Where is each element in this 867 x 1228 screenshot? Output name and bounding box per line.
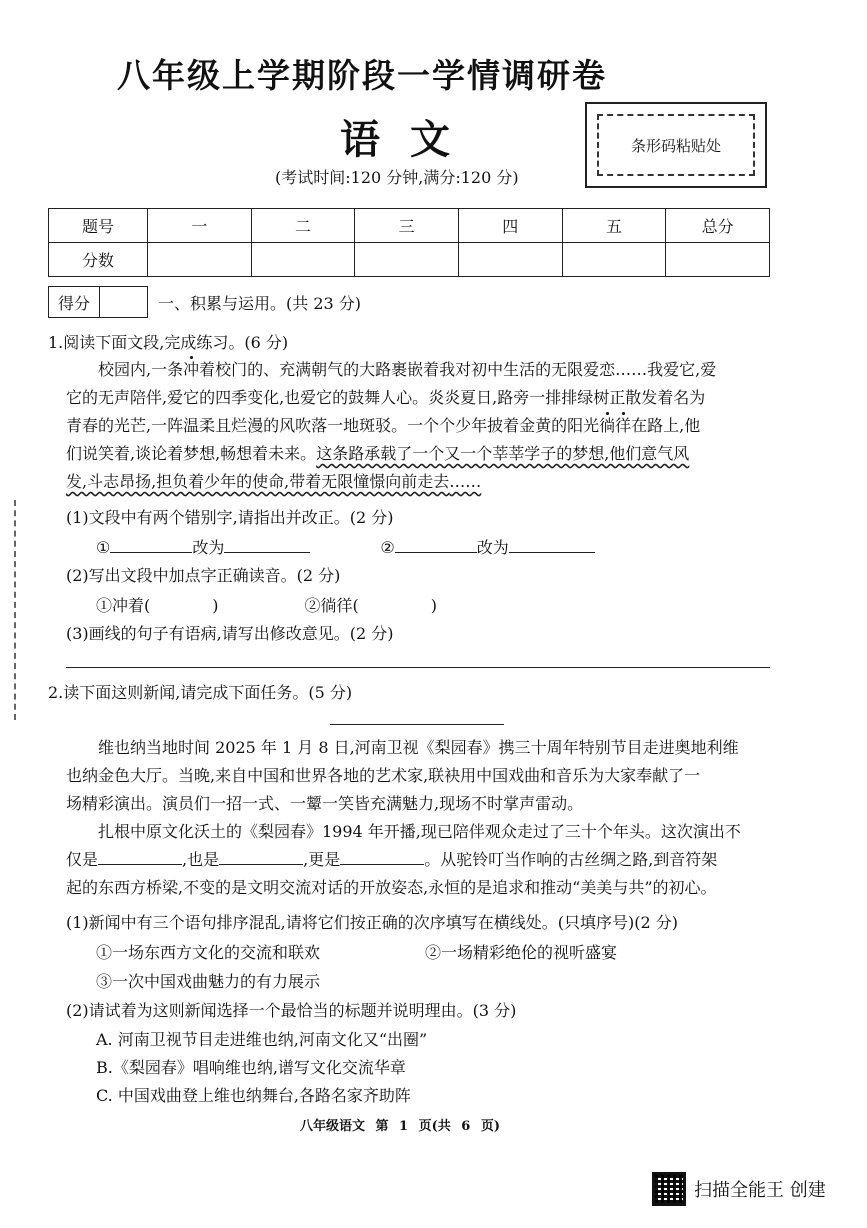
passage-text: 着校门的、充满朝气的大路裹嵌着我对初中生活的无限爱恋……我爱它,爱 bbox=[199, 360, 717, 379]
answer-blank[interactable] bbox=[395, 536, 477, 553]
circle-number: ② bbox=[380, 538, 395, 557]
score-entry-cell[interactable] bbox=[251, 243, 355, 277]
passage-line bbox=[66, 440, 772, 468]
q2-option-2: ②一场精彩绝伦的视听盛宴 bbox=[425, 943, 618, 962]
barcode-label: 条形码粘贴处 bbox=[597, 114, 755, 176]
q2-choice-c: C. 中国戏曲登上维也纳舞台,各路名家齐助阵 bbox=[96, 1086, 411, 1105]
underlined-sentence: …… bbox=[449, 472, 482, 491]
answer-blank[interactable] bbox=[219, 848, 303, 865]
pinyin-prompt: ②徜徉( bbox=[304, 596, 359, 615]
score-entry-cell[interactable] bbox=[148, 243, 252, 277]
binding-line bbox=[14, 500, 26, 720]
scanner-watermark bbox=[652, 1172, 826, 1206]
answer-line[interactable] bbox=[66, 667, 770, 668]
exam-title: 八年级上学期阶段一学情调研卷 bbox=[117, 56, 607, 95]
score-table-cell: 题号 bbox=[49, 209, 148, 243]
subject-title: 语文 bbox=[340, 116, 480, 163]
passage-line bbox=[66, 468, 772, 496]
dotted-char: 徉 bbox=[615, 416, 632, 435]
q2-sub1: (1)新闻中有三个语句排序混乱,请将它们按正确的次序填写在横线处。(只填序号)(2 分) bbox=[66, 913, 678, 932]
dotted-char: 徜 bbox=[599, 416, 616, 435]
change-label: 改为 bbox=[476, 538, 509, 557]
passage-line bbox=[66, 356, 772, 384]
barcode-area bbox=[585, 102, 767, 188]
score-table-cell: 分数 bbox=[49, 243, 148, 277]
q2-choice-b: B.《梨园春》唱响维也纳,谱写文化交流华章 bbox=[96, 1058, 406, 1077]
score-table-cell: 三 bbox=[355, 209, 459, 243]
q1-sub2-answers bbox=[96, 593, 437, 616]
score-table-cell: 二 bbox=[251, 209, 355, 243]
news-line: 起的东西方桥梁,不变的是文明交流对话的开放姿态,永恒的是追求和推动“美美与共”的初心。 bbox=[66, 878, 717, 897]
paren: ) bbox=[212, 596, 219, 615]
answer-blank[interactable] bbox=[340, 848, 424, 865]
score-entry-cell[interactable] bbox=[562, 243, 666, 277]
passage-line bbox=[66, 412, 772, 440]
score-table-score-row bbox=[49, 243, 770, 277]
underlined-sentence: 这条路承载了一个又一个莘莘学子的梦想,他们意气风 bbox=[316, 444, 690, 463]
q1-prompt: 1.阅读下面文段,完成练习。(6 分) bbox=[48, 333, 289, 352]
score-table-cell: 五 bbox=[562, 209, 666, 243]
answer-blank[interactable] bbox=[224, 536, 310, 553]
news-line: 场精彩演出。演员们一招一式、一颦一笑皆充满魅力,现场不时掌声雷动。 bbox=[66, 794, 584, 813]
news-text: 。从驼铃叮当作响的古丝绸之路,到音符架 bbox=[424, 850, 718, 869]
q1-sub1: (1)文段中有两个错别字,请指出并改正。(2 分) bbox=[66, 508, 394, 527]
section-score-entry[interactable] bbox=[100, 287, 147, 317]
passage-text: 们说笑着,谈论着梦想,畅想着未来。 bbox=[66, 444, 317, 463]
q2-option-3: ③一次中国戏曲魅力的有力展示 bbox=[96, 972, 321, 991]
pinyin-prompt: ①冲着( bbox=[96, 596, 151, 615]
watermark-text: 扫描全能王 创建 bbox=[694, 1180, 826, 1201]
score-table-cell: 一 bbox=[148, 209, 252, 243]
section-score-box bbox=[48, 286, 148, 318]
score-entry-cell[interactable] bbox=[458, 243, 562, 277]
news-title-blank[interactable] bbox=[330, 724, 504, 725]
answer-blank[interactable] bbox=[509, 536, 595, 553]
q1-passage bbox=[66, 356, 772, 496]
underlined-sentence: 发,斗志昂扬,担负着少年的使命,带着无限憧憬向前走去 bbox=[66, 472, 450, 491]
paren: ) bbox=[430, 596, 437, 615]
exam-info: (考试时间:120 分钟,满分:120 分) bbox=[275, 168, 519, 187]
news-text: ,也是 bbox=[182, 850, 220, 869]
q2-sub2: (2)请试着为这则新闻选择一个最恰当的标题并说明理由。(3 分) bbox=[66, 1001, 517, 1020]
q1-sub1-answers bbox=[96, 535, 595, 558]
answer-blank[interactable] bbox=[98, 848, 182, 865]
page-footer: 八年级语文 第 1 页(共 6 页) bbox=[300, 1119, 501, 1134]
score-table-cell: 四 bbox=[458, 209, 562, 243]
answer-blank[interactable] bbox=[110, 536, 192, 553]
q1-sub3: (3)画线的句子有语病,请写出修改意见。(2 分) bbox=[66, 624, 394, 643]
news-line: 维也纳当地时间 2025 年 1 月 8 日,河南卫视《梨园春》携三十周年特别节目走进奥地利维 bbox=[98, 738, 739, 757]
dotted-char: 冲 bbox=[183, 360, 200, 379]
news-line bbox=[66, 846, 772, 874]
change-label: 改为 bbox=[192, 538, 225, 557]
score-entry-cell[interactable] bbox=[666, 243, 770, 277]
score-table-cell: 总分 bbox=[666, 209, 770, 243]
news-line: 扎根中原文化沃土的《梨园春》1994 年开播,现已陪伴观众走过了三十个年头。这次演出不 bbox=[98, 822, 741, 841]
q2-option-1: ①一场东西方文化的交流和联欢 bbox=[96, 943, 321, 962]
news-text: ,更是 bbox=[303, 850, 341, 869]
q2-choice-a: A. 河南卫视节目走进维也纳,河南文化又“出圈” bbox=[96, 1030, 428, 1049]
section-score-label: 得分 bbox=[49, 287, 100, 317]
news-line: 也纳金色大厅。当晚,来自中国和世界各地的艺术家,联袂用中国戏曲和音乐为大家奉献了一 bbox=[66, 766, 701, 785]
score-table bbox=[48, 208, 770, 277]
news-article bbox=[66, 734, 772, 902]
qr-code-icon bbox=[652, 1172, 686, 1206]
circle-number: ① bbox=[96, 538, 111, 557]
passage-line: 它的无声陪伴,爱它的四季变化,也爱它的鼓舞人心。炎炎夏日,路旁一排排绿树正散发着名为 bbox=[66, 388, 706, 407]
q1-sub2: (2)写出文段中加点字正确读音。(2 分) bbox=[66, 566, 341, 585]
score-entry-cell[interactable] bbox=[355, 243, 459, 277]
score-table-header-row bbox=[49, 209, 770, 243]
passage-text: 青春的光芒,一阵温柔且烂漫的风吹落一地斑驳。一个个少年披着金黄的阳光 bbox=[66, 416, 600, 435]
q2-prompt: 2.读下面这则新闻,请完成下面任务。(5 分) bbox=[48, 683, 353, 702]
passage-text: 在路上,他 bbox=[631, 416, 701, 435]
section-title: 一、积累与运用。(共 23 分) bbox=[158, 294, 362, 313]
news-text: 仅是 bbox=[66, 850, 99, 869]
passage-text: 校园内,一条 bbox=[98, 360, 184, 379]
